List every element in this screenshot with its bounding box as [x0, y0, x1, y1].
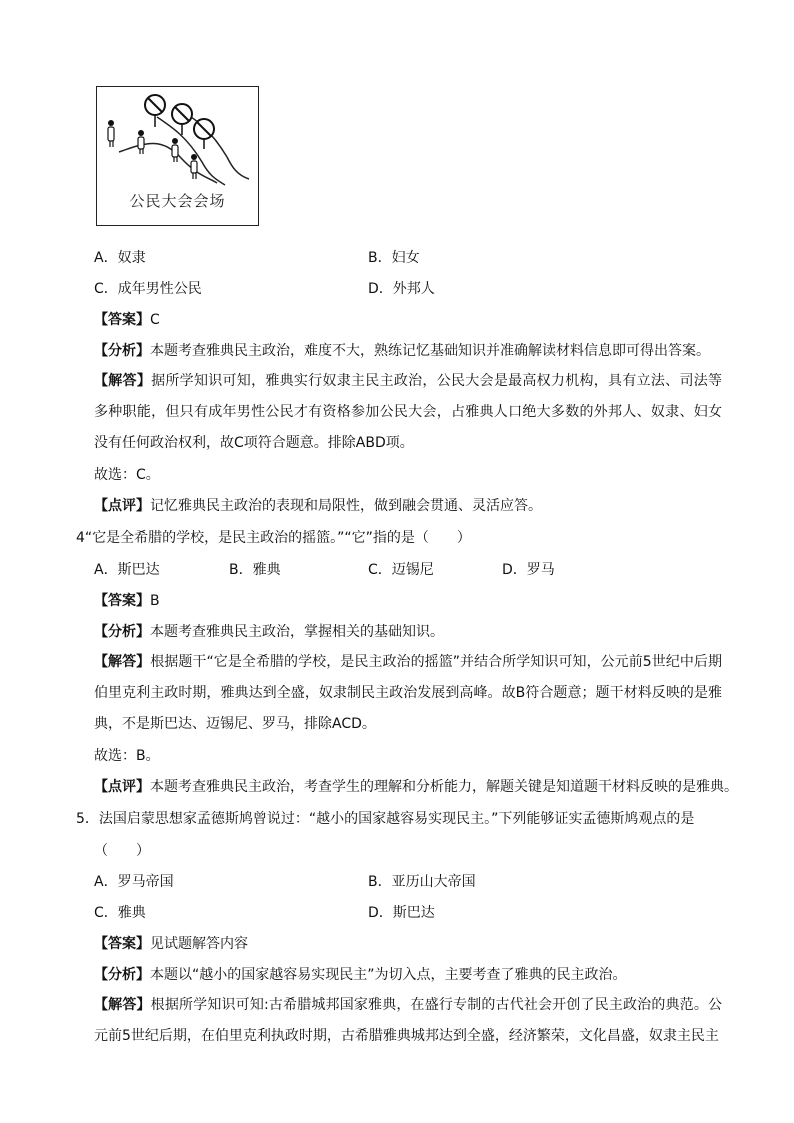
- analysis-text: 本题考查雅典民主政治，难度不大，熟练记忆基础知识并准确解读材料信息即可得出答案。: [150, 343, 710, 359]
- solution-paragraph: [94, 990, 722, 1052]
- solution-text: 据所学知识可知，雅典实行奴隶主民主政治，公民大会是最高权力机构，具有立法、司法等多种职能，但只有成年男性公民才有资格参加公民大会，占雅典人口绝大多数的外邦人、奴隶、妇女没有任何政治权利，故C项符合题意。排除ABD项。: [94, 373, 723, 451]
- choose-line: 故选：C。: [94, 467, 160, 483]
- solution-tag: 【解答】: [94, 654, 151, 670]
- assembly-illustration: [96, 86, 259, 226]
- person-icon: [108, 120, 114, 147]
- answer-text: C: [150, 312, 160, 328]
- analysis-line: [94, 965, 627, 985]
- comment-text: 本题考查雅典民主政治，考查学生的理解和分析能力，解题关键是知道题干材料反映的是雅典。: [150, 779, 738, 795]
- option-a: A．奴隶: [94, 250, 146, 266]
- person-icon: [172, 138, 178, 162]
- analysis-line: [94, 341, 710, 361]
- person-icon: [191, 154, 197, 179]
- solution-paragraph: [94, 366, 722, 459]
- option-b: B．雅典: [229, 562, 281, 578]
- comment-line: [94, 777, 738, 797]
- analysis-text: 本题考查雅典民主政治，掌握相关的基础知识。: [150, 624, 444, 640]
- no-entry-sign-icon: [194, 119, 214, 149]
- option-c: C．雅典: [94, 905, 146, 921]
- analysis-tag: 【分析】: [94, 343, 150, 359]
- comment-line: [94, 496, 542, 516]
- answer-line: [94, 934, 248, 954]
- option-b: B．亚历山大帝国: [368, 874, 476, 890]
- question-paren: （ ）: [94, 843, 150, 859]
- analysis-tag: 【分析】: [94, 624, 150, 640]
- question-stem: 4“它是全希腊的学校，是民主政治的摇篮。”“它”指的是（ ）: [76, 530, 471, 546]
- answer-tag: 【答案】: [94, 593, 150, 609]
- answer-tag: 【答案】: [94, 312, 150, 328]
- question-stem: 5．法国启蒙思想家孟德斯鸠曾说过：“越小的国家越容易实现民主。”下列能够证实孟德斯鸠观点的是: [76, 811, 695, 827]
- solution-text: 根据题干“它是全希腊的学校，是民主政治的摇篮”并结合所学知识可知，公元前5世纪中后期伯里克利主政时期，雅典达到全盛，奴隶制民主政治发展到高峰。故B符合题意；题干材料反映的是雅典，不是斯巴达、迈锡尼、罗马，排除ACD。: [94, 654, 722, 732]
- answer-text: 见试题解答内容: [150, 936, 248, 952]
- answer-text: B: [150, 593, 160, 609]
- solution-tag: 【解答】: [94, 997, 151, 1013]
- answer-tag: 【答案】: [94, 936, 150, 952]
- option-c: C．迈锡尼: [368, 562, 434, 578]
- comment-tag: 【点评】: [94, 498, 150, 514]
- solution-tag: 【解答】: [94, 373, 152, 389]
- option-b: B．妇女: [368, 250, 420, 266]
- no-entry-sign-icon: [145, 95, 165, 127]
- person-icon: [138, 130, 144, 154]
- answer-line: [94, 310, 160, 330]
- analysis-text: 本题以“越小的国家越容易实现民主”为切入点，主要考查了雅典的民主政治。: [150, 967, 627, 983]
- option-a: A．罗马帝国: [94, 874, 174, 890]
- solution-text: 根据所学知识可知:古希腊城邦国家雅典，在盛行专制的古代社会开创了民主政治的典范。公元前5世纪后期，在伯里克利执政时期，古希腊雅典城邦达到全盛，经济繁荣，文化昌盛，奴隶主民主: [94, 997, 723, 1044]
- choose-line: 故选：B。: [94, 748, 160, 764]
- comment-text: 记忆雅典民主政治的表现和局限性，做到融会贯通、灵活应答。: [150, 498, 542, 514]
- option-c: C．成年男性公民: [94, 281, 202, 297]
- option-d: D．外邦人: [368, 281, 435, 297]
- option-d: D．罗马: [502, 562, 555, 578]
- analysis-line: [94, 622, 444, 642]
- solution-paragraph: [94, 647, 722, 740]
- figure-caption: 公民大会会场: [129, 192, 226, 210]
- option-a: A．斯巴达: [94, 562, 160, 578]
- analysis-tag: 【分析】: [94, 967, 150, 983]
- option-d: D．斯巴达: [368, 905, 435, 921]
- comment-tag: 【点评】: [94, 779, 150, 795]
- answer-line: [94, 591, 160, 611]
